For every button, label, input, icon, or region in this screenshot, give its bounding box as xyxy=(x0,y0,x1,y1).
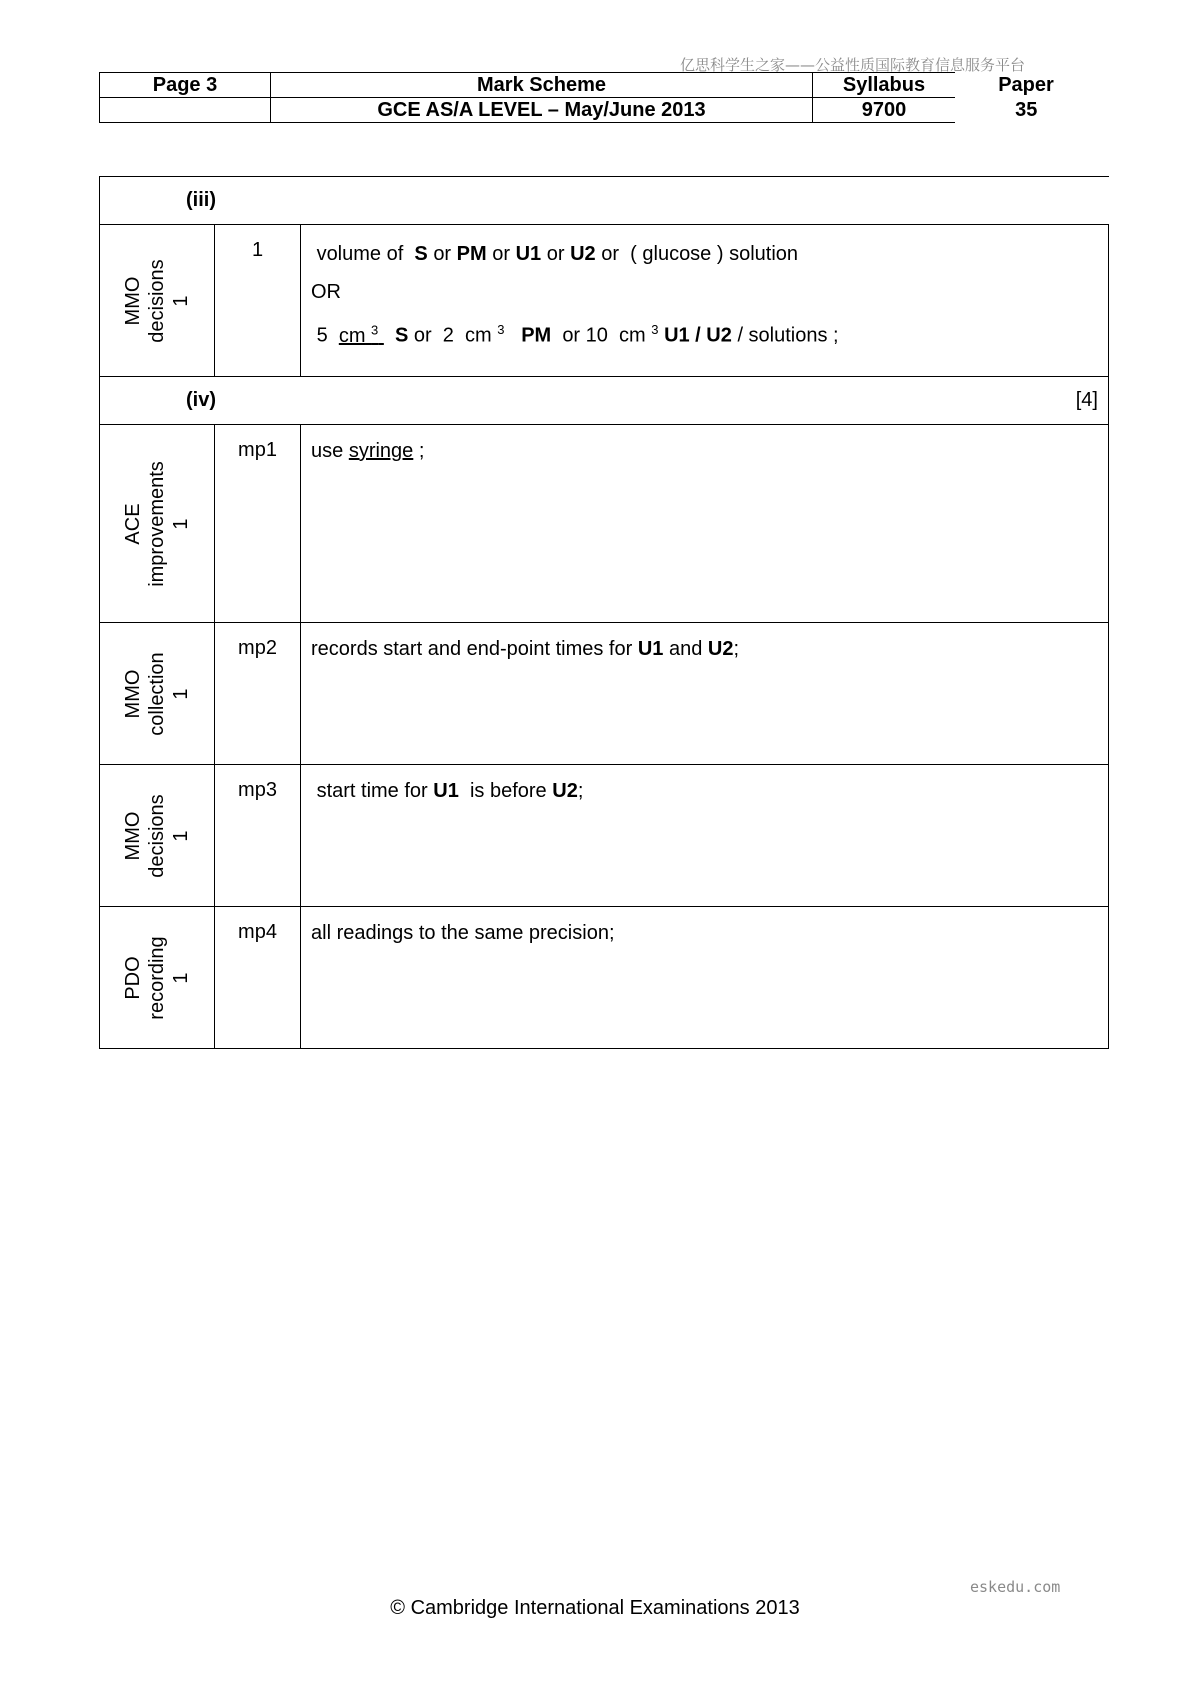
mark-point: mp2 xyxy=(215,623,301,765)
category-cell xyxy=(100,225,215,377)
part-label-iii: (iii) xyxy=(100,177,1109,225)
mark-row xyxy=(100,225,1109,377)
category-cell xyxy=(100,425,215,623)
part-row-iii xyxy=(100,177,1109,225)
category-label: MMO decisions 1 xyxy=(122,793,192,878)
mark-row xyxy=(100,425,1109,623)
header-paper-label: Paper xyxy=(998,74,1054,96)
category-label: ACE improvements 1 xyxy=(122,460,192,587)
category-label: MMO decisions 1 xyxy=(122,258,192,343)
mark-row xyxy=(100,765,1109,907)
header-syllabus-label: Syllabus xyxy=(813,73,956,98)
watermark-bottom: eskedu.com xyxy=(970,1578,1061,1596)
mark-point: mp4 xyxy=(215,907,301,1049)
part-marks: [4] xyxy=(1075,389,1098,411)
mark-text: use syringe ; xyxy=(301,425,1109,623)
mark-row xyxy=(100,623,1109,765)
header-page: Page 3 xyxy=(100,73,271,98)
mark-text: start time for U1 is before U2; xyxy=(301,765,1109,907)
mark-text: volume of S or PM or U1 or U2 or ( glucose ) solution OR 5 cm $^3$ S or 2 cm $^3$ PM or 10 cm $^3$ U1 / U2 / solutions ; xyxy=(301,225,1109,377)
mark-text: all readings to the same precision; xyxy=(301,907,1109,1049)
mark-text: records start and end-point times for U1 and U2; xyxy=(301,623,1109,765)
part-row-iv xyxy=(100,377,1109,425)
category-cell xyxy=(100,765,215,907)
header-paper-number: 35 xyxy=(1015,99,1038,121)
header-exam: GCE AS/A LEVEL – May/June 2013 xyxy=(271,98,813,123)
footer-copyright: © Cambridge International Examinations 2013 xyxy=(390,1597,800,1619)
header-syllabus-code: 9700 xyxy=(813,98,956,123)
category-cell xyxy=(100,907,215,1049)
mark-scheme-table xyxy=(99,176,1109,1049)
part-label-iv: (iv) [4] xyxy=(100,377,1109,425)
mark-point: mp1 xyxy=(215,425,301,623)
mark-point: mp3 xyxy=(215,765,301,907)
mark-row xyxy=(100,907,1109,1049)
category-label: MMO collection 1 xyxy=(122,651,192,736)
mark-point: 1 xyxy=(215,225,301,377)
category-cell xyxy=(100,623,215,765)
watermark-top: 亿思科学生之家——公益性质国际教育信息服务平台 xyxy=(680,56,1026,74)
category-label: PDO recording 1 xyxy=(122,935,192,1020)
header-title: Mark Scheme xyxy=(271,73,813,98)
header-table xyxy=(99,72,1098,123)
header-empty-cell xyxy=(100,98,271,123)
